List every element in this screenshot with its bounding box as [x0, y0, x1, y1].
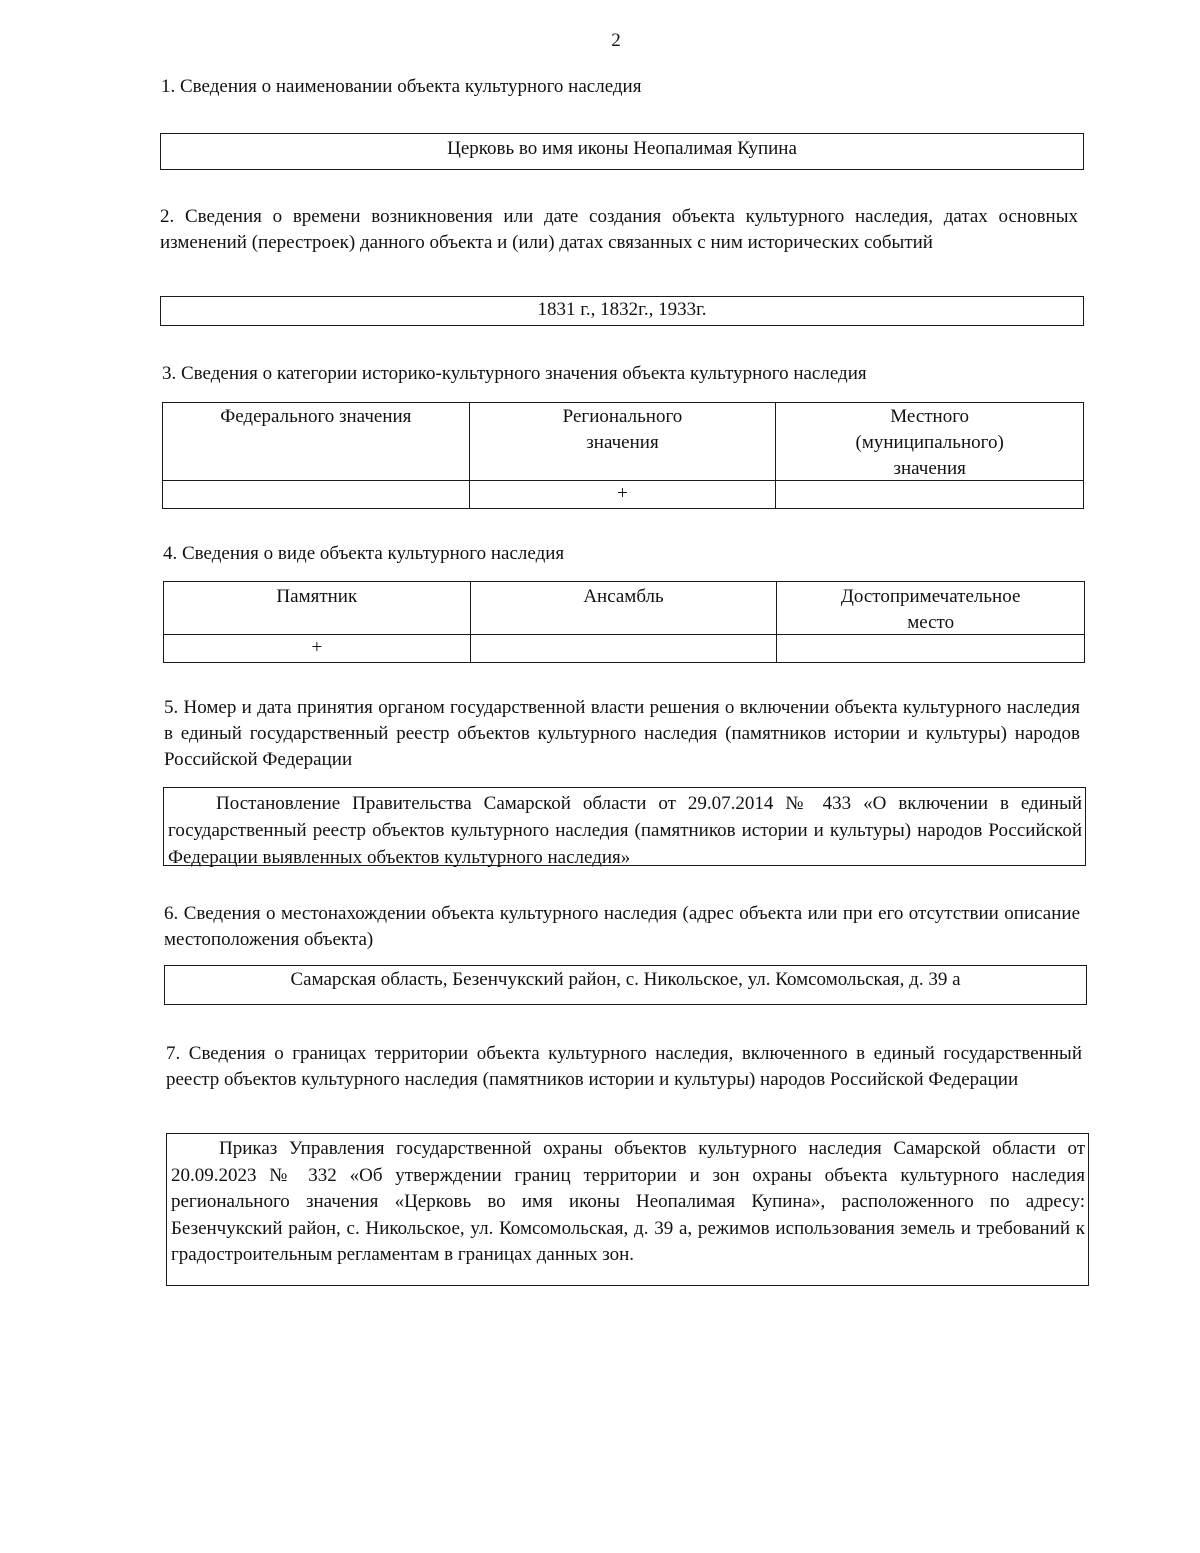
type-monument-mark: + — [164, 635, 471, 662]
category-regional-mark: + — [470, 481, 777, 508]
object-name-box — [160, 133, 1084, 170]
boundaries-order-box — [166, 1133, 1089, 1286]
type-landmark-header: Достопримечательное место — [777, 582, 1084, 635]
type-ensemble-mark — [471, 635, 778, 662]
dates-value: 1831 г., 1832г., 1933г. — [537, 299, 707, 320]
type-ensemble-header: Ансамбль — [471, 582, 778, 635]
section3-heading: 3. Сведения о категории историко-культурного значения объекта культурного наследия — [162, 363, 867, 384]
object-name-value: Церковь во имя иконы Неопалимая Купина — [447, 138, 797, 159]
registry-decision-value: Постановление Правительства Самарской области от 29.07.2014 № 433 «О включении в единый государственный реестр объектов культурного наследия (памятников истории и культуры) народов Российской Федерации выявленных объектов культурного наследия» — [168, 793, 1082, 868]
dates-box — [160, 296, 1084, 326]
category-regional-header: Регионального значения — [470, 403, 777, 481]
section2-heading: 2. Сведения о времени возникновения или дате создания объекта культурного наследия, датах основных изменений (перестроек) данного объекта и (или) датах связанных с ним исторических событий — [160, 206, 1078, 253]
type-landmark-mark — [777, 635, 1084, 662]
category-local-mark — [776, 481, 1083, 508]
type-monument-header: Памятник — [164, 582, 471, 635]
section4-heading: 4. Сведения о виде объекта культурного наследия — [163, 543, 565, 564]
category-federal-mark — [163, 481, 470, 508]
section1-heading: 1. Сведения о наименовании объекта культурного наследия — [161, 76, 642, 97]
category-table — [162, 402, 1084, 509]
section5-heading: 5. Номер и дата принятия органом государственной власти решения о включении объекта культурного наследия в единый государственный реестр объектов культурного наследия (памятников истории и культуры) народов Российской Федерации — [164, 697, 1080, 770]
section6-heading: 6. Сведения о местонахождении объекта культурного наследия (адрес объекта или при его отсутствии описание местоположения объекта) — [164, 903, 1080, 950]
category-local-header: Местного (муниципального) значения — [776, 403, 1083, 481]
address-box — [164, 965, 1087, 1005]
registry-decision-box — [163, 787, 1086, 866]
address-value: Самарская область, Безенчукский район, с. Никольское, ул. Комсомольская, д. 39 а — [290, 969, 961, 990]
page-number: 2 — [611, 30, 621, 51]
type-table — [163, 581, 1085, 663]
category-federal-header: Федерального значения — [163, 403, 470, 481]
section7-heading: 7. Сведения о границах территории объекта культурного наследия, включенного в единый государственный реестр объектов культурного наследия (памятников истории и культуры) народов Российской Федерации — [166, 1043, 1082, 1090]
boundaries-order-value: Приказ Управления государственной охраны объектов культурного наследия Самарской области от 20.09.2023 № 332 «Об утверждении границ территории и зон охраны объекта культурного наследия регионального значения «Церковь во имя иконы Неопалимая Купина», расположенного по адресу: Безенчукский район, с. Никольское, ул. Комсомольская, д. 39 а, режимов использования земель и требований к градостроительным регламентам в границах данных зон. — [171, 1138, 1085, 1265]
